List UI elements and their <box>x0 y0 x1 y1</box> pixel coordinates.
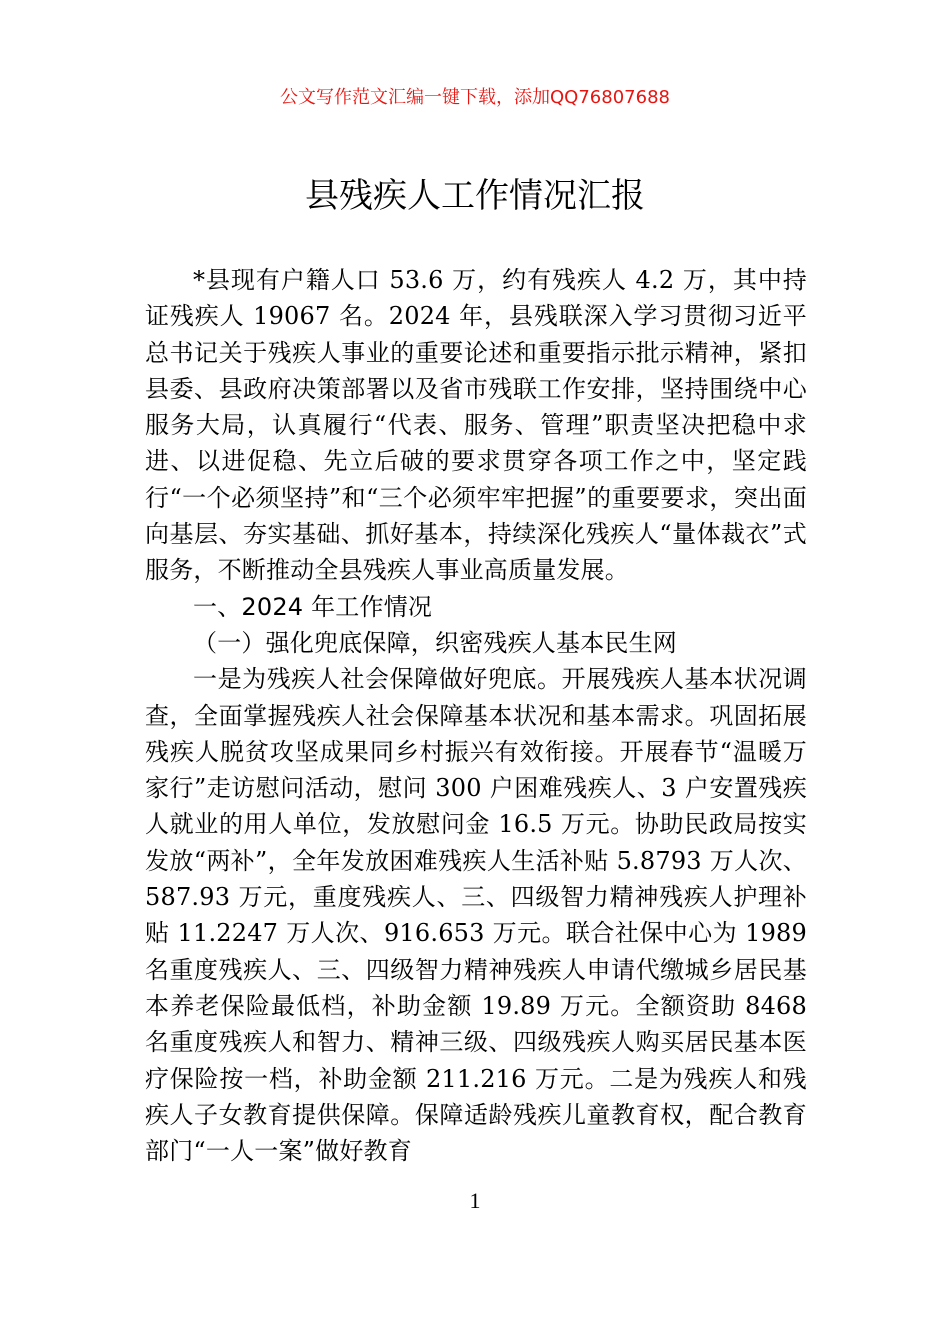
document-title: 县残疾人工作情况汇报 <box>305 176 645 216</box>
subsection-heading: （一）强化兜底保障，织密残疾人基本民生网 <box>193 628 677 657</box>
body-paragraph: 一是为残疾人社会保障做好兜底。开展残疾人基本状况调查，全面掌握残疾人社会保障基本状况和基本需求。巩固拓展残疾人脱贫攻坚成果同乡村振兴有效衔接。开展春节“温暖万家行”走访慰问活动，慰问 300 户困难残疾人、3 户安置残疾人就业的用人单位，发放慰问金 16.5 万元。协助民政局按实发放“两补”，全年发放困难残疾人生活补贴 5.8793 万人次、587.93 万元，重度残疾人、三、四级智力精神残疾人护理补贴 11.2247 万人次、916.653 万元。联合社保中心为 1989 名重度残疾人、三、四级智力精神残疾人申请代缴城乡居民基本养老保险最低档，补助金额 19.89 万元。全额资助 8468 名重度残疾人和智力、精神三级、四级残疾人购买居民基本医疗保险按一档，补助金额 211.216 万元。二是为残疾人和残疾人子女教育提供保障。保障适龄残疾儿童教育权，配合教育部门“一人一案”做好教育 <box>145 665 807 1166</box>
download-promo-note: 公文写作范文汇编一键下载，添加QQ76807688 <box>280 87 670 108</box>
document-body <box>145 262 807 1169</box>
intro-paragraph: *县现有户籍人口 53.6 万，约有残疾人 4.2 万，其中持证残疾人 19067 名。2024 年，县残联深入学习贯彻习近平总书记关于残疾人事业的重要论述和重要指示批示精神，紧扣县委、县政府决策部署以及省市残联工作安排，坚持围绕中心服务大局，认真履行“代表、服务、管理”职责坚决把稳中求进、以进促稳、先立后破的要求贯穿各项工作之中，坚定践行“一个必须坚持”和“三个必须牢牢把握”的重要要求，突出面向基层、夯实基础、抓好基本，持续深化残疾人“量体裁衣”式服务，不断推动全县残疾人事业高质量发展。 <box>145 266 807 585</box>
section-heading: 一、2024 年工作情况 <box>193 592 433 621</box>
page-number: 1 <box>469 1188 481 1213</box>
